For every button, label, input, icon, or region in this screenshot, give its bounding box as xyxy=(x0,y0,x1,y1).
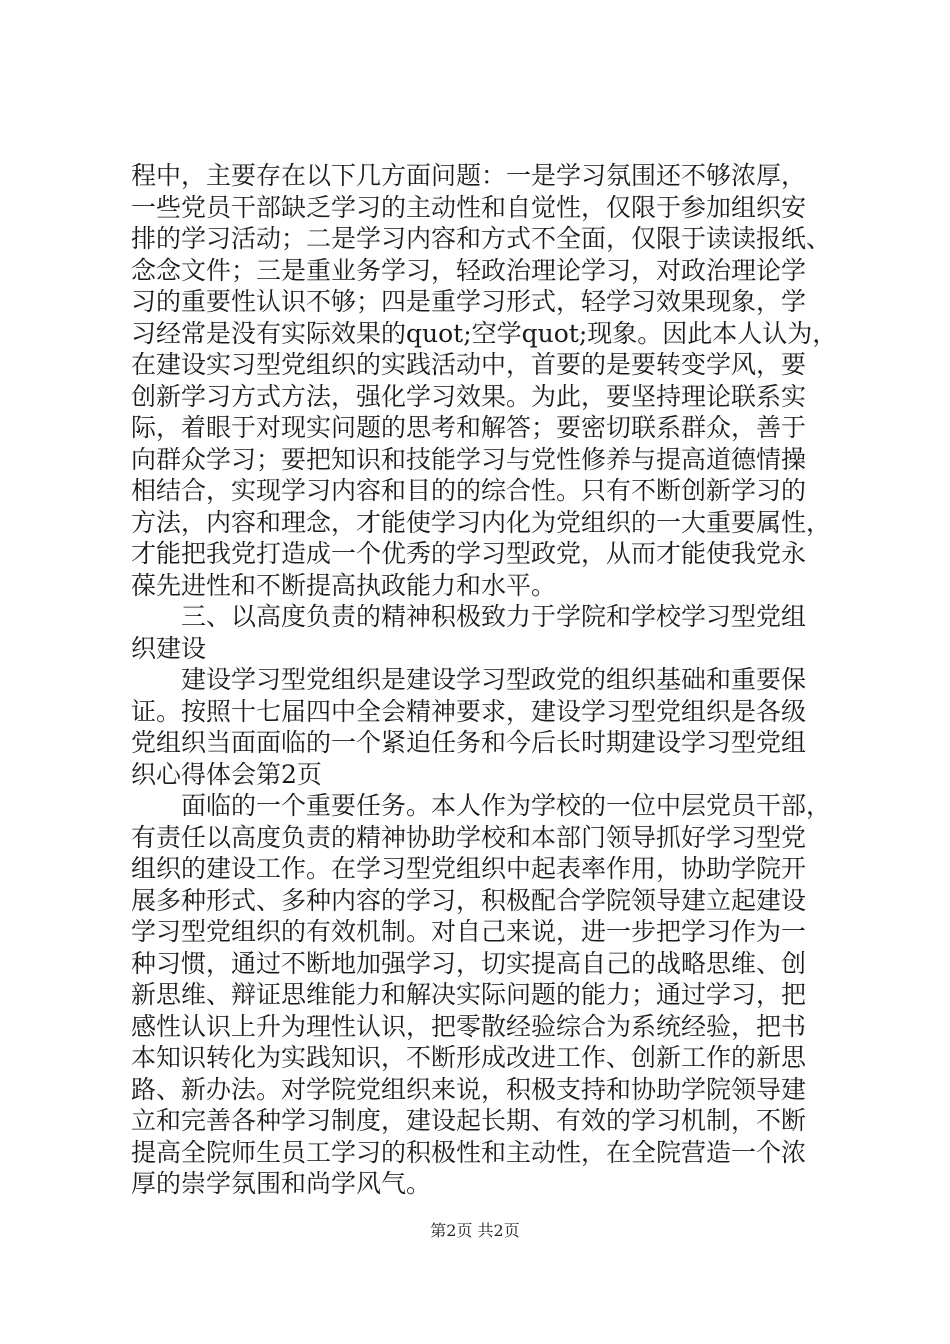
text-line: 葆先进性和不断提高执政能力和水平。 xyxy=(131,570,557,600)
text-line: 厚的崇学氛围和尚学风气。 xyxy=(131,1169,432,1198)
text-line: 才能把我党打造成一个优秀的学习型政党，从而才能使我党永 xyxy=(131,539,807,568)
text-line: 习经常是没有实际效果的quot;空学quot;现象。因此本人认为， xyxy=(131,318,838,348)
text-line: 习的重要性认识不够；四是重学习形式，轻学习效果现象，学 xyxy=(131,287,807,316)
text-line: 学习型党组织的有效机制。对自己来说，进一步把学习作为一 xyxy=(131,917,807,946)
text-line: 织心得体会第2页 xyxy=(131,759,322,789)
text-line: 种习惯，通过不断地加强学习，切实提高自己的战略思维、创 xyxy=(131,948,807,978)
text-line: 念念文件；三是重业务学习，轻政治理论学习，对政治理论学 xyxy=(131,255,807,285)
text-line: 本知识转化为实践知识，不断形成改进工作、创新工作的新思 xyxy=(131,1043,807,1072)
text-line: 展多种形式、多种内容的学习，积极配合学院领导建立起建设 xyxy=(131,885,807,915)
text-line: 方法，内容和理念，才能使学习内化为党组织的一大重要属性， xyxy=(131,507,832,537)
text-line: 三、以高度负责的精神积极致力于学院和学校学习型党组 xyxy=(181,602,807,631)
text-line: 际，着眼于对现实问题的思考和解答；要密切联系群众，善于 xyxy=(131,413,807,442)
text-line: 一些党员干部缺乏学习的主动性和自觉性，仅限于参加组织安 xyxy=(131,192,807,222)
text-line: 面临的一个重要任务。本人作为学校的一位中层党员干部， xyxy=(181,791,832,820)
text-line: 立和完善各种学习制度，建设起长期、有效的学习机制，不断 xyxy=(131,1106,807,1135)
text-line: 证。按照十七届四中全会精神要求，建设学习型党组织是各级 xyxy=(131,696,807,726)
text-line: 织建设 xyxy=(131,633,207,663)
text-line: 提高全院师生员工学习的积极性和主动性，在全院营造一个浓 xyxy=(131,1137,807,1167)
text-line: 组织的建设工作。在学习型党组织中起表率作用，协助学院开 xyxy=(131,854,807,883)
page-footer: 第2页 共2页 xyxy=(430,1221,520,1240)
text-line: 相结合，实现学习内容和目的的综合性。只有不断创新学习的 xyxy=(131,476,807,505)
text-line: 向群众学习；要把知识和技能学习与党性修养与提高道德情操 xyxy=(131,444,807,474)
text-line: 感性认识上升为理性认识，把零散经验综合为系统经验，把书 xyxy=(131,1011,807,1041)
text-line: 新思维、辩证思维能力和解决实际问题的能力；通过学习，把 xyxy=(131,980,807,1009)
text-line: 路、新办法。对学院党组织来说，积极支持和协助学院领导建 xyxy=(131,1074,807,1104)
text-line: 有责任以高度负责的精神协助学校和本部门领导抓好学习型党 xyxy=(131,822,807,852)
text-line: 创新学习方式方法，强化学习效果。为此，要坚持理论联系实 xyxy=(131,381,807,411)
text-line: 建设学习型党组织是建设学习型政党的组织基础和重要保 xyxy=(181,665,807,694)
text-line: 排的学习活动；二是学习内容和方式不全面，仅限于读读报纸、 xyxy=(131,224,832,253)
text-line: 党组织当面面临的一个紧迫任务和今后长时期建设学习型党组 xyxy=(131,728,807,757)
document-body xyxy=(131,160,838,1200)
text-line: 在建设实习型党组织的实践活动中，首要的是要转变学风，要 xyxy=(131,350,807,379)
text-line: 程中，主要存在以下几方面问题：一是学习氛围还不够浓厚， xyxy=(131,161,807,190)
